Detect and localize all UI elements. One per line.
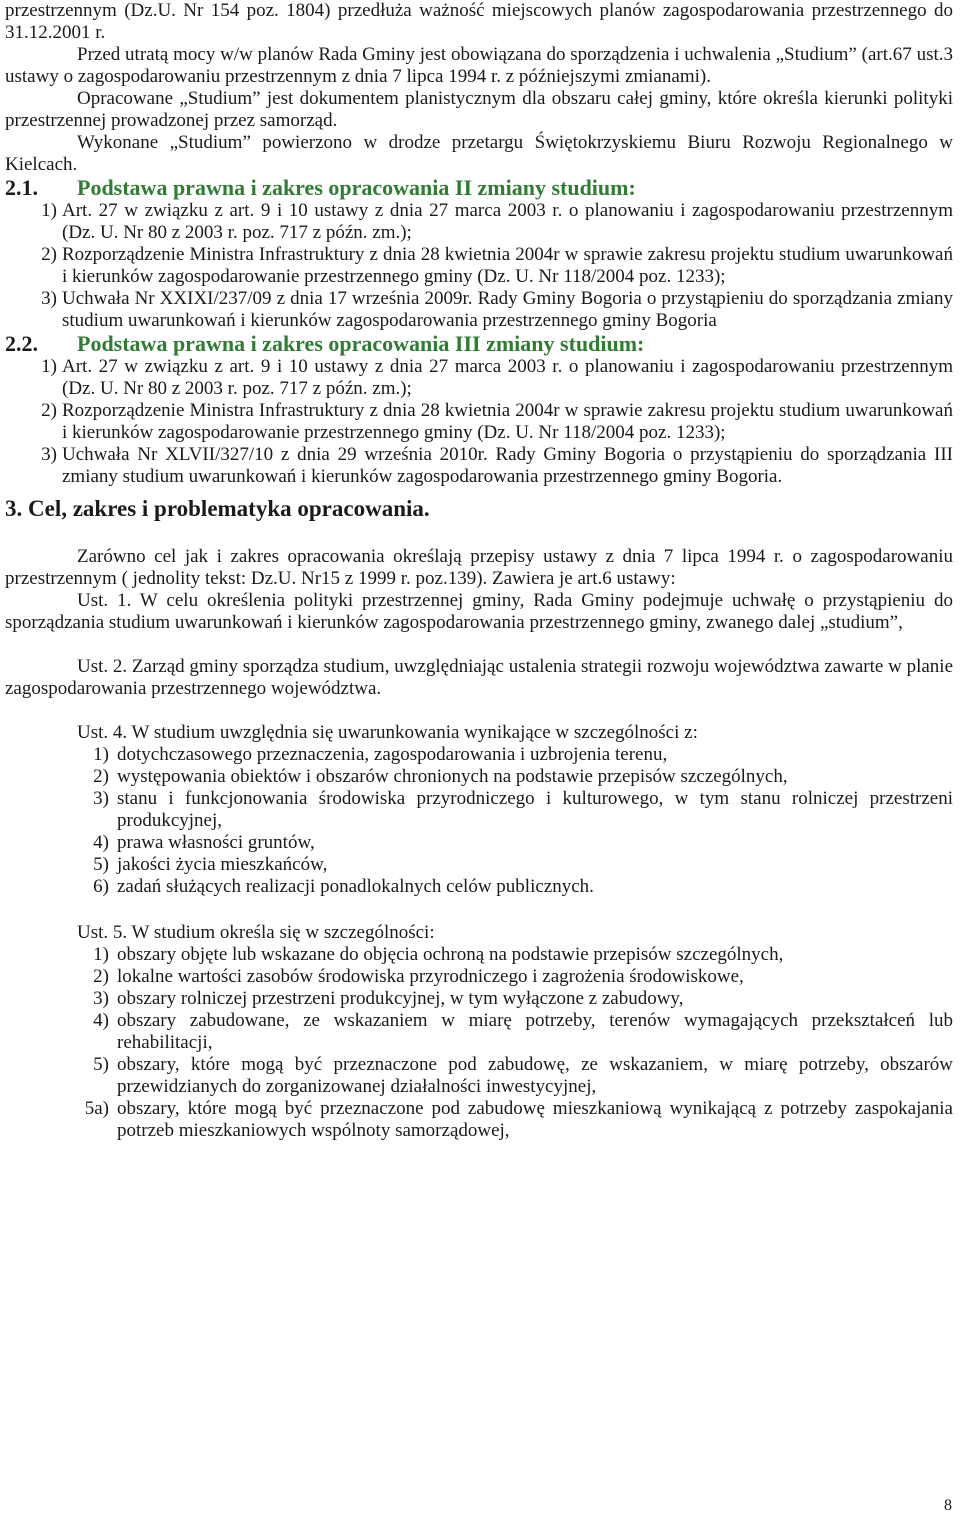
ust-2-paragraph: Ust. 2. Zarząd gminy sporządza studium, uwzględniając ustalenia strategii rozwoju województwa zawarte w planie zagospodarowania przestrzennego województwa. — [5, 656, 953, 699]
list-text: obszary objęte lub wskazane do objęcia ochroną na podstawie przepisów szczególnych, — [117, 944, 784, 965]
section-title: Podstawa prawna i zakres opracowania II zmiany studium: — [77, 175, 636, 200]
list-item — [5, 744, 953, 766]
section-number: 2.1. — [5, 175, 38, 200]
list-number: 1) — [41, 356, 57, 377]
chapter-paragraph: Zarówno cel jak i zakres opracowania określają przepisy ustawy z dnia 7 lipca 1994 r. o zagospodarowaniu przestrzennym ( jednolity tekst: Dz.U. Nr15 z 1999 r. poz.139). Zawiera je art.6 ustawy: — [5, 546, 953, 589]
ust-1-paragraph: Ust. 1. W celu określenia polityki przestrzennej gminy, Rada Gminy podejmuje uchwałę o przystąpieniu do sporządzania studium uwarunkowań i kierunków zagospodarowania przestrzennego gminy, zwanego dalej „studium”, — [5, 590, 953, 633]
list-item — [5, 200, 953, 244]
list-number: 4) — [93, 1010, 109, 1031]
section-title: Podstawa prawna i zakres opracowania III zmiany studium: — [77, 331, 645, 356]
list-text: Art. 27 w związku z art. 9 i 10 ustawy z dnia 27 marca 2003 r. o planowaniu i zagospodarowaniu przestrzennym (Dz. U. Nr 80 z 2003 r. poz. 717 z późn. zm.); — [62, 356, 953, 399]
intro-paragraph-3: Opracowane „Studium” jest dokumentem planistycznym dla obszaru całej gminy, które określa kierunki polityki przestrzennej prowadzonej przez samorząd. — [5, 88, 953, 131]
list-text: prawa własności gruntów, — [117, 832, 315, 853]
list-item — [5, 244, 953, 288]
list-text: Rozporządzenie Ministra Infrastruktury z dnia 28 kwietnia 2004r w sprawie zakresu projektu studium uwarunkowań i kierunków zagospodarowanie przestrzennego gminy (Dz. U. Nr 118/2004 poz. 1233); — [62, 244, 953, 287]
list-number: 2) — [41, 400, 57, 421]
list-item — [5, 766, 953, 788]
list-number: 2) — [93, 966, 109, 987]
list-text: lokalne wartości zasobów środowiska przyrodniczego i zagrożenia środowiskowe, — [117, 966, 744, 987]
list-item — [5, 288, 953, 332]
list-item — [5, 444, 953, 488]
list-number: 2) — [93, 766, 109, 787]
list-text: dotychczasowego przeznaczenia, zagospodarowania i uzbrojenia terenu, — [117, 744, 668, 765]
list-number: 6) — [93, 876, 109, 897]
list-text: Uchwała Nr XLVII/327/10 z dnia 29 września 2010r. Rady Gminy Bogoria o przystąpieniu do sporządzania III zmiany studium uwarunkowań i kierunków zagospodarowania przestrzennego gminy Bogoria. — [62, 444, 953, 487]
list-item — [5, 988, 953, 1010]
list-number: 3) — [41, 444, 57, 465]
list-text: obszary, które mogą być przeznaczone pod zabudowę mieszkaniową wynikającą z potrzeby zaspokajania potrzeb mieszkaniowych wspólnoty samorządowej, — [117, 1098, 953, 1141]
list-text: Rozporządzenie Ministra Infrastruktury z dnia 28 kwietnia 2004r w sprawie zakresu projektu studium uwarunkowań i kierunków zagospodarowanie przestrzennego gminy (Dz. U. Nr 118/2004 poz. 1233); — [62, 400, 953, 443]
list-text: występowania obiektów i obszarów chronionych na podstawie przepisów szczególnych, — [117, 766, 788, 787]
intro-paragraph-2: Przed utratą mocy w/w planów Rada Gminy jest obowiązana do sporządzenia i uchwalenia „Studium” (art.67 ust.3 ustawy o zagospodarowaniu przestrzennym z dnia 7 lipca 1994 r. z późniejszymi zmianami). — [5, 44, 953, 87]
page-number: 8 — [944, 1497, 952, 1514]
list-text: Uchwała Nr XXIXI/237/09 z dnia 17 września 2009r. Rady Gminy Bogoria o przystąpieniu do sporządzania zmiany studium uwarunkowań i kierunków zagospodarowania przestrzennego gminy Bogoria — [62, 288, 953, 331]
list-number: 2) — [41, 244, 57, 265]
chapter-heading: 3. Cel, zakres i problematyka opracowania. — [5, 496, 430, 521]
ust-4-lead: Ust. 4. W studium uwzględnia się uwarunkowania wynikające w szczególności z: — [77, 722, 698, 743]
list-number: 3) — [93, 988, 109, 1009]
list-text: zadań służących realizacji ponadlokalnych celów publicznych. — [117, 876, 594, 897]
list-item — [5, 356, 953, 400]
list-item — [5, 876, 953, 898]
section-heading-2-2 — [5, 332, 953, 356]
list-item — [5, 1054, 953, 1098]
list-number: 4) — [93, 832, 109, 853]
intro-paragraph-1: przestrzennym (Dz.U. Nr 154 poz. 1804) przedłuża ważność miejscowych planów zagospodarowania przestrzennego do 31.12.2001 r. — [5, 0, 953, 43]
list-number: 3) — [93, 788, 109, 809]
list-item — [5, 832, 953, 854]
list-item — [5, 944, 953, 966]
section-heading-2-1 — [5, 176, 953, 200]
intro-paragraph-4: Wykonane „Studium” powierzono w drodze przetargu Świętokrzyskiemu Biuru Rozwoju Regionalnego w Kielcach. — [5, 132, 953, 175]
list-text: stanu i funkcjonowania środowiska przyrodniczego i kulturowego, w tym stanu rolniczej przestrzeni produkcyjnej, — [117, 788, 953, 831]
list-number: 1) — [93, 744, 109, 765]
list-text: jakości życia mieszkańców, — [117, 854, 328, 875]
list-item — [5, 854, 953, 876]
list-number: 5a) — [84, 1098, 109, 1119]
list-number: 5) — [93, 854, 109, 875]
list-item — [5, 1098, 953, 1142]
list-text: obszary zabudowane, ze wskazaniem w miarę potrzeby, terenów wymagających przekształceń lub rehabilitacji, — [117, 1010, 953, 1053]
section-number: 2.2. — [5, 331, 38, 356]
list-item — [5, 1010, 953, 1054]
list-text: obszary, które mogą być przeznaczone pod zabudowę, ze wskazaniem, w miarę potrzeby, obszarów przewidzianych do zorganizowanej działalności inwestycyjnej, — [117, 1054, 953, 1097]
document-page — [5, 0, 953, 1142]
list-item — [5, 788, 953, 832]
list-item — [5, 966, 953, 988]
list-number: 1) — [41, 200, 57, 221]
list-number: 1) — [93, 944, 109, 965]
list-number: 3) — [41, 288, 57, 309]
ust-5-lead: Ust. 5. W studium określa się w szczególności: — [77, 922, 435, 943]
list-number: 5) — [93, 1054, 109, 1075]
list-text: obszary rolniczej przestrzeni produkcyjnej, w tym wyłączone z zabudowy, — [117, 988, 684, 1009]
list-text: Art. 27 w związku z art. 9 i 10 ustawy z dnia 27 marca 2003 r. o planowaniu i zagospodarowaniu przestrzennym (Dz. U. Nr 80 z 2003 r. poz. 717 z późn. zm.); — [62, 200, 953, 243]
list-item — [5, 400, 953, 444]
